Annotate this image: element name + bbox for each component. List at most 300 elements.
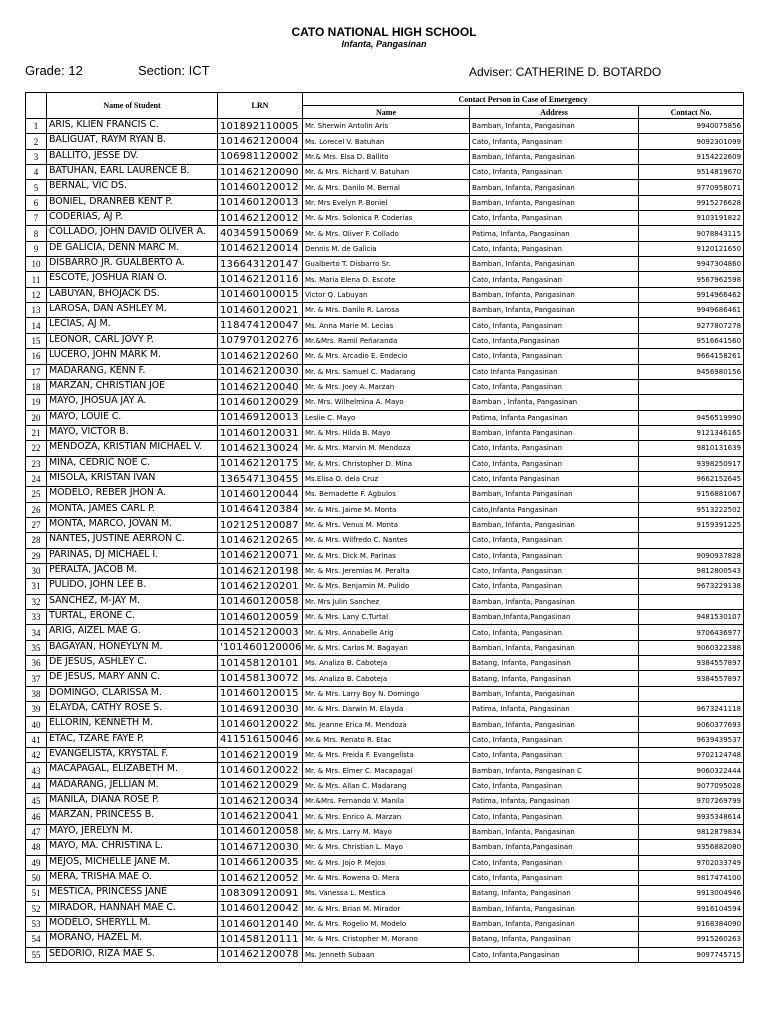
table-row [26,502,744,517]
row-number-cell: 51 [26,886,47,901]
contact-address-cell: Cato, Infanta, Pangasinan [470,272,639,287]
contact-name-cell: Mr.& Mrs. Elsa D. Ballito [303,149,470,164]
student-name-header: Name of Student [47,93,218,119]
contact-name-cell: Mr. & Mrs. Larry Boy N. Domingo [303,686,470,701]
row-number-cell: 50 [26,870,47,885]
lrn-cell: 101460120058 [218,594,303,609]
table-row [26,594,744,609]
table-row [26,119,744,134]
contact-number-cell: 9514819670 [639,165,744,180]
row-number-cell: 31 [26,579,47,594]
lrn-cell: 411516150046 [218,732,303,747]
contact-name-header: Name [303,106,470,119]
lrn-cell: 101460120042 [218,901,303,916]
contact-name-cell: Mr. & Mrs. Rogelio M. Modelo [303,916,470,931]
contact-address-cell: Bamban, Infanta,Pangasinan [470,840,639,855]
student-name-cell: SEDORIO, RIZA MAE S. [47,947,218,962]
contact-number-cell: 9092301099 [639,134,744,149]
student-name-cell: MAYO, MA. CHRISTINA L. [47,840,218,855]
table-row [26,916,744,931]
contact-number-cell: 9384557897 [639,671,744,686]
table-row [26,640,744,655]
student-name-cell: DE JESUS, ASHLEY C. [47,656,218,671]
contact-name-cell: Mr. & Mrs. Arcadio E. Endecio [303,349,470,364]
contact-number-cell: 9810131639 [639,441,744,456]
contact-name-cell: Mr. & Mrs. Christian L. Mayo [303,840,470,855]
row-number-cell: 55 [26,947,47,962]
student-name-cell: LECIAS, AJ M. [47,318,218,333]
contact-name-cell: Mr. & Mrs. Benjamin M. Pulido [303,579,470,594]
contact-address-cell: Cato Infanta Pangasinan [470,364,639,379]
table-row [26,809,744,824]
contact-name-cell: Mr. Mrs Evelyn P. Boniel [303,195,470,210]
contact-number-cell: 9121346165 [639,425,744,440]
contact-name-cell: Mr. & Mrs. Cristopher M. Morano [303,932,470,947]
lrn-cell: 101462120041 [218,809,303,824]
contact-address-cell: Patima, Infanta, Pangasinan [470,702,639,717]
row-number-cell: 2 [26,134,47,149]
row-number-cell: 8 [26,226,47,241]
contact-address-cell: Cato, Infanta, Pangasinan [470,748,639,763]
lrn-cell: 101452120003 [218,625,303,640]
lrn-cell: 101458120111 [218,932,303,947]
contact-name-cell: Ms. Anna Marie M. Lecias [303,318,470,333]
lrn-cell: 101462120019 [218,748,303,763]
contact-name-cell: Ms.Elisa O. dela Cruz [303,471,470,486]
contact-address-cell: Batang, Infanta, Pangasinan [470,671,639,686]
student-name-cell: ETAC, TZARE FAYE P. [47,732,218,747]
contact-name-cell: Mr. & Mrs. Jaime M. Monta [303,502,470,517]
row-number-cell: 38 [26,686,47,701]
contact-name-cell: Mr. & Mrs. Hilda B. Mayo [303,425,470,440]
student-name-cell: MAYO, LOUIE C. [47,410,218,425]
student-name-cell: MORANO, HAZEL M. [47,932,218,947]
contact-name-cell: Mr. & Mrs. Jojo P. Mejos [303,855,470,870]
contact-name-cell: Mr. & Mrs. Christopher D. Mina [303,456,470,471]
table-row [26,901,744,916]
contact-name-cell: Mr. & Mrs. Enrico A. Marzan [303,809,470,824]
student-name-cell: DE JESUS, MARY ANN C. [47,671,218,686]
student-name-cell: BALLITO, JESSE DV. [47,149,218,164]
student-name-cell: ELLORIN, KENNETH M. [47,717,218,732]
contact-number-cell: 9940075856 [639,119,744,134]
contact-address-cell: Bamban, Infanta, Pangasinan [470,824,639,839]
lrn-cell: 101462120014 [218,241,303,256]
contact-number-cell: 9078843115 [639,226,744,241]
contact-number-cell: 9949686461 [639,303,744,318]
row-number-cell: 41 [26,732,47,747]
row-number-cell: 27 [26,517,47,532]
student-name-cell: LUCERO, JOHN MARK M. [47,349,218,364]
student-name-cell: BONIEL, DRANREB KENT P. [47,195,218,210]
contact-address-cell: Bamban, Infanta, Pangasinan [470,594,639,609]
contact-name-cell: Mr. & Mrs. Larry M. Mayo [303,824,470,839]
student-name-cell: MAYO, JHOSUA JAY A. [47,395,218,410]
lrn-cell: 101462120175 [218,456,303,471]
student-name-cell: MINA, CEDRIC NOE C. [47,456,218,471]
lrn-cell: 101469120030 [218,702,303,717]
student-name-cell: MENDOZA, KRISTIAN MICHAEL V. [47,441,218,456]
contact-name-cell: Ms. Jeanne Erica M. Mendoza [303,717,470,732]
row-number-cell: 29 [26,548,47,563]
student-name-cell: CODERIAS, AJ P. [47,211,218,226]
contact-name-cell: Mr. & Mrs. Venus M. Monta [303,517,470,532]
table-row [26,702,744,717]
contact-number-cell: 9935348614 [639,809,744,824]
table-row [26,778,744,793]
contact-number-cell: 9664158261 [639,349,744,364]
contact-address-cell: Batang, Infanta, Pangasinan [470,886,639,901]
contact-number-cell: 9567962598 [639,272,744,287]
contact-address-cell: Cato, Infanta, Pangasinan [470,625,639,640]
contact-address-cell: Cato, Infanta, Pangasinan [470,855,639,870]
lrn-cell: 101460120022 [218,763,303,778]
table-row [26,257,744,272]
contact-number-header: Contact No. [639,106,744,119]
student-name-cell: MACAPAGAL, ELIZABETH M. [47,763,218,778]
student-name-cell: MADARANG, JELLIAN M. [47,778,218,793]
contact-number-cell: 9914966462 [639,287,744,302]
roster-body [26,119,744,963]
table-row [26,563,744,578]
student-name-cell: COLLADO, JOHN DAVID OLIVER A. [47,226,218,241]
lrn-cell: 101462120040 [218,379,303,394]
contact-name-cell: Mr. & Mrs. Jeremias M. Peralta [303,563,470,578]
row-number-cell: 23 [26,456,47,471]
row-number-cell: 19 [26,395,47,410]
row-number-cell: 47 [26,824,47,839]
student-name-cell: MESTICA, PRINCESS JANE [47,886,218,901]
contact-address-cell: Cato, Infanta, Pangasinan [470,778,639,793]
contact-address-cell: Bamban, Infanta, Pangasinan [470,901,639,916]
lrn-cell: 101458120101 [218,656,303,671]
row-number-cell: 1 [26,119,47,134]
contact-address-cell: Cato, Infanta, Pangasinan [470,349,639,364]
lrn-cell: 403459150069 [218,226,303,241]
contact-address-cell: Cato, Infanta, Pangasinan [470,870,639,885]
table-row [26,686,744,701]
student-name-cell: NANTES, JUSTINE AERRON C. [47,533,218,548]
table-row [26,732,744,747]
contact-address-cell: Bamban, Infanta, Pangasinan [470,180,639,195]
row-number-cell: 4 [26,165,47,180]
lrn-cell: 101460120013 [218,195,303,210]
contact-name-cell: Victor Q. Labuyan [303,287,470,302]
contact-number-cell: 9513222502 [639,502,744,517]
contact-address-cell: Cato, Infanta, Pangasinan [470,548,639,563]
table-row [26,763,744,778]
contact-name-cell: Mr. & Mrs. Wilfredo C. Nantes [303,533,470,548]
row-number-cell: 39 [26,702,47,717]
student-name-cell: MODELO, SHERYLL M. [47,916,218,931]
student-name-cell: BAGAYAN, HONEYLYN M. [47,640,218,655]
contact-address-cell: Cato, Infanta, Pangasinan [470,211,639,226]
row-number-cell: 28 [26,533,47,548]
lrn-cell: 136643120147 [218,257,303,272]
lrn-cell: 106981120002 [218,149,303,164]
grade-label: Grade: 12 [25,63,83,78]
contact-number-cell: 9812800543 [639,563,744,578]
contact-name-cell: Mr. & Mrs. Freida F. Evangelista [303,748,470,763]
lrn-cell: 101462120004 [218,134,303,149]
table-row [26,717,744,732]
contact-address-cell: Cato,Infanta Pangasinan [470,502,639,517]
row-number-cell: 46 [26,809,47,824]
table-row [26,287,744,302]
contact-number-cell: 9456980156 [639,364,744,379]
contact-number-cell: 9915276628 [639,195,744,210]
contact-number-cell: 9060322444 [639,763,744,778]
student-name-cell: PULIDO, JOHN LEE B. [47,579,218,594]
contact-address-cell: Cato, Infanta, Pangasinan [470,379,639,394]
contact-number-cell: 9516641560 [639,333,744,348]
adviser-label: Adviser: CATHERINE D. BOTARDO [469,65,662,79]
row-number-cell: 24 [26,471,47,486]
contact-address-cell: Cato, Infanta, Pangasinan [470,134,639,149]
contact-name-cell: Leslie C. Mayo [303,410,470,425]
student-name-cell: SANCHEZ, M-JAY M. [47,594,218,609]
student-name-cell: BATUHAN, EARL LAURENCE B. [47,165,218,180]
lrn-cell: 118474120047 [218,318,303,333]
table-row [26,318,744,333]
contact-address-cell: Cato, Infanta, Pangasinan [470,579,639,594]
lrn-cell: 101462120116 [218,272,303,287]
lrn-cell: 101460120015 [218,686,303,701]
contact-number-cell: 9159391225 [639,517,744,532]
table-row [26,303,744,318]
contact-address-cell: Cato, Infanta, Pangasinan [470,318,639,333]
contact-number-cell: 9916104594 [639,901,744,916]
student-name-cell: MODELO, REBER JHON A. [47,487,218,502]
student-name-cell: MANILA, DIANA ROSE P. [47,794,218,809]
contact-number-cell [639,395,744,410]
lrn-cell: 101460120031 [218,425,303,440]
row-number-cell: 9 [26,241,47,256]
contact-address-cell: Bamban, Infanta, Pangasinan [470,303,639,318]
lrn-cell: 101462120052 [218,870,303,885]
contact-name-cell: Mr. & Mrs. Dick M. Parinas [303,548,470,563]
table-row [26,195,744,210]
row-number-cell: 17 [26,364,47,379]
lrn-cell: 101458130072 [218,671,303,686]
contact-address-cell: Bamban, Infanta Pangasinan [470,425,639,440]
row-number-cell: 32 [26,594,47,609]
lrn-cell: 101462120265 [218,533,303,548]
lrn-cell: 108309120091 [218,886,303,901]
contact-number-cell [639,686,744,701]
contact-number-cell: 9090937828 [639,548,744,563]
contact-number-cell: 9770958071 [639,180,744,195]
table-row [26,824,744,839]
row-number-cell: 10 [26,257,47,272]
contact-number-cell: 9913004946 [639,886,744,901]
contact-address-cell: Bamban, Infanta, Pangasinan [470,517,639,532]
contact-name-cell: Mr. & Mrs. Marvin M. Mendoza [303,441,470,456]
lrn-cell: 101464120384 [218,502,303,517]
student-name-cell: LABUYAN, BHOJACK DS. [47,287,218,302]
contact-name-cell: Mr. & Mrs. Elmer C. Macapagal [303,763,470,778]
student-name-cell: TURTAL, ERONE C. [47,610,218,625]
contact-address-cell: Batang, Infanta, Pangasinan [470,656,639,671]
contact-address-cell: Batang, Infanta, Pangasinan [470,932,639,947]
contact-name-cell: Mr. & Mrs. Rowena O. Mera [303,870,470,885]
row-number-cell: 12 [26,287,47,302]
student-name-cell: ESCOTE, JOSHUA RIAN O. [47,272,218,287]
table-row [26,886,744,901]
table-row [26,748,744,763]
contact-address-cell: Bamban, Infanta, Pangasinan [470,287,639,302]
lrn-cell: 101460120059 [218,610,303,625]
contact-number-cell [639,533,744,548]
student-name-cell: DOMINGO, CLARISSA M. [47,686,218,701]
table-row [26,548,744,563]
contact-name-cell: Dennis M. de Galicia [303,241,470,256]
contact-address-cell: Cato, Infanta, Pangasinan [470,732,639,747]
contact-address-cell: Cato, Infanta, Pangasinan [470,241,639,256]
lrn-cell: 101462120078 [218,947,303,962]
contact-address-cell: Bamban, Infanta, Pangasinan [470,916,639,931]
contact-name-cell: Ms. Analiza B. Caboteja [303,671,470,686]
row-number-cell: 53 [26,916,47,931]
table-row [26,456,744,471]
table-row [26,226,744,241]
school-location: Infanta, Pangasinan [341,39,427,49]
contact-address-cell: Cato, Infanta, Pangasinan [470,456,639,471]
school-name: CATO NATIONAL HIGH SCHOOL [291,25,477,39]
student-name-cell: PARINAS, DJ MICHAEL I. [47,548,218,563]
contact-address-cell: Bamban, Infanta, Pangasinan [470,640,639,655]
lrn-cell: 136547130455 [218,471,303,486]
contact-name-cell: Mr. & Mrs. Brian M. Mirador [303,901,470,916]
student-name-cell: LAROSA, DAN ASHLEY M. [47,303,218,318]
table-row [26,395,744,410]
table-row [26,149,744,164]
contact-number-cell: 9639439537 [639,732,744,747]
table-row [26,379,744,394]
contact-address-cell: Bamban,Infanta,Pangasinan [470,610,639,625]
row-number-cell: 18 [26,379,47,394]
contact-name-cell: Mr. Mrs. Wilhelmina A. Mayo [303,395,470,410]
contact-name-cell: Ms. Analiza B. Caboteja [303,656,470,671]
contact-name-cell: Ms. Bernadette F. Agbulos [303,487,470,502]
table-row [26,410,744,425]
lrn-cell: 101460120044 [218,487,303,502]
contact-name-cell: Ms. Jenneth Subaan [303,947,470,962]
contact-name-cell: Mr. & Mrs. Lany C.Turtal [303,610,470,625]
table-row [26,840,744,855]
contact-number-cell: 9947304860 [639,257,744,272]
lrn-cell: 101460120022 [218,717,303,732]
lrn-cell: 101469120013 [218,410,303,425]
table-row [26,932,744,947]
contact-name-cell: Mr. & Mrs. Carlos M. Bagayan [303,640,470,655]
contact-address-cell: Bamban , Infanta, Pangasinan [470,395,639,410]
row-number-cell: 40 [26,717,47,732]
row-number-cell: 49 [26,855,47,870]
contact-number-cell: 9277807278 [639,318,744,333]
row-number-cell: 36 [26,656,47,671]
lrn-cell: 101462120030 [218,364,303,379]
address-header: Address [470,106,639,119]
row-number-cell: 43 [26,763,47,778]
student-roster-table [25,92,744,963]
table-row [26,794,744,809]
table-row [26,870,744,885]
contact-number-cell: 9168384090 [639,916,744,931]
table-row [26,241,744,256]
table-row [26,165,744,180]
row-number-cell: 21 [26,425,47,440]
lrn-cell: 101462120260 [218,349,303,364]
contact-address-cell: Cato, Infanta Pangasinan [470,471,639,486]
student-name-cell: MEJOS, MICHELLE JANE M. [47,855,218,870]
contact-address-cell: Cato, Infanta, Pangasinan [470,563,639,578]
contact-number-cell: 9356882080 [639,840,744,855]
table-row [26,487,744,502]
contact-name-cell: Mr. & Mrs. Danilo R. Larosa [303,303,470,318]
contact-name-cell: Mr. & Mrs. Oliver F. Collado [303,226,470,241]
contact-number-cell: 9060322388 [639,640,744,655]
row-number-cell: 20 [26,410,47,425]
contact-number-cell: 9156881067 [639,487,744,502]
student-name-cell: ARIS, KLIEN FRANCIS C. [47,119,218,134]
contact-address-cell: Bamban, Infanta Pangasinan [470,487,639,502]
row-number-cell: 42 [26,748,47,763]
row-number-cell: 30 [26,563,47,578]
contact-name-cell: Mr. & Mrs. Allan C. Madarang [303,778,470,793]
contact-number-cell: 9673229138 [639,579,744,594]
table-row [26,656,744,671]
row-number-cell: 48 [26,840,47,855]
contact-number-cell: 9060377693 [639,717,744,732]
contact-number-cell: 9481530107 [639,610,744,625]
contact-name-cell: Mr.&Mrs. Ramil Peñaranda [303,333,470,348]
contact-address-cell: Bamban, Infanta, Pangasinan [470,149,639,164]
contact-number-cell: 9817474100 [639,870,744,885]
contact-name-cell: Mr. & Mrs. Annabelle Arig [303,625,470,640]
contact-number-cell: 9103191822 [639,211,744,226]
student-name-cell: MAYO, VICTOR B. [47,425,218,440]
row-number-cell: 52 [26,901,47,916]
table-row [26,533,744,548]
student-name-cell: EVANGELISTA, KRYSTAL F. [47,748,218,763]
contact-number-cell: 9706436977 [639,625,744,640]
row-number-cell: 15 [26,333,47,348]
contact-address-cell: Bamban, Infanta, Pangasinan [470,686,639,701]
contact-number-cell: 9673241118 [639,702,744,717]
contact-number-cell: 9456519990 [639,410,744,425]
row-number-cell: 25 [26,487,47,502]
contact-name-cell: Mr.& Mrs. Renato R. Etac [303,732,470,747]
contact-name-cell: Mr. Sherwin Antolin Aris [303,119,470,134]
row-number-cell: 33 [26,610,47,625]
student-name-cell: PERALTA, JACOB M. [47,563,218,578]
section-label: Section: ICT [138,63,210,78]
contact-name-cell: Mr. & Mrs. Darwin M. Elayda [303,702,470,717]
contact-address-cell: Bamban, Infanta, Pangasinan [470,195,639,210]
contact-number-cell: 9384557897 [639,656,744,671]
lrn-cell: 107970120276 [218,333,303,348]
contact-address-cell: Cato, Infanta, Pangasinan [470,809,639,824]
lrn-cell: 101460120029 [218,395,303,410]
student-name-cell: MONTA, MARCO, JOVAN M. [47,517,218,532]
row-number-cell: 54 [26,932,47,947]
table-row [26,425,744,440]
row-number-cell: 45 [26,794,47,809]
row-number-cell: 26 [26,502,47,517]
contact-name-cell: Ms. Lorecel V. Batuhan [303,134,470,149]
student-name-cell: DISBARRO JR. GUALBERTO A. [47,257,218,272]
